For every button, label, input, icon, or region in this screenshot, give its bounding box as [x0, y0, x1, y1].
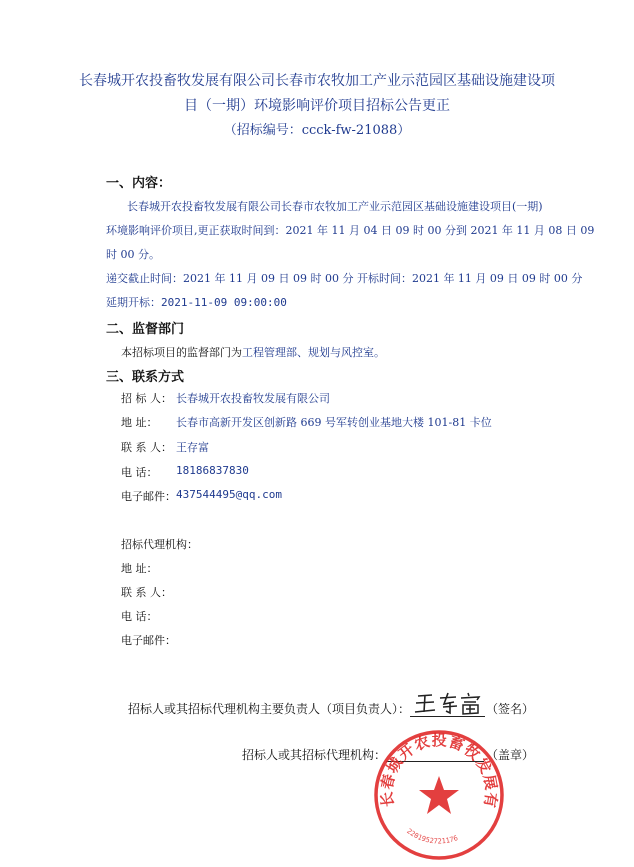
signatory-label: 招标人或其招标代理机构主要负责人（项目负责人）： — [128, 702, 411, 716]
postpone-line — [106, 294, 287, 310]
section-contact-heading: 三、联系方式 — [106, 370, 185, 385]
document-title-line2: 目（一期）环境影响评价项目招标公告更正 — [184, 98, 450, 114]
contact-label: 联 系 人： — [121, 441, 172, 454]
postpone-value: 2021-11-09 09:00:00 — [161, 296, 287, 309]
supervision-departments: 工程管理部、规划与风控室。 — [242, 346, 385, 359]
seal-suffix: （盖章） — [486, 748, 535, 762]
address-label: 地 址： — [121, 416, 158, 429]
tenderer-value: 长春城开农投畜牧发展有限公司 — [176, 392, 330, 405]
content-paragraph-line1: 长春城开农投畜牧发展有限公司长春市农牧加工产业示范园区基础设施建设项目(一期) — [127, 200, 543, 213]
handwritten-signature — [410, 690, 485, 717]
supervision-prefix: 本招标项目的监督部门为 — [121, 346, 242, 359]
tender-number: （招标编号：ccck-fw-21088） — [223, 123, 411, 138]
svg-text:2201952721176: 2201952721176 — [405, 827, 460, 846]
section-supervision-heading: 二、监督部门 — [106, 322, 185, 337]
section-content-heading: 一、内容： — [106, 176, 172, 191]
content-paragraph-line2: 环境影响评价项目,更正获取时间到：2021 年 11 月 04 日 09 时 00 分到 2021 年 11 月 08 日 09 — [106, 224, 595, 237]
agency-contact-label: 联 系 人： — [121, 586, 172, 599]
phone-label: 电 话： — [121, 466, 158, 479]
tenderer-label: 招 标 人： — [121, 392, 172, 405]
agency-address-label: 地 址： — [121, 562, 158, 575]
signature-suffix: （签名） — [486, 702, 535, 716]
email-value: 437544495@qq.com — [176, 488, 282, 501]
contact-value: 王存富 — [176, 441, 209, 454]
phone-value: 18186837830 — [176, 464, 249, 477]
org-seal-label: 招标人或其招标代理机构： — [242, 748, 387, 762]
company-seal-stamp — [372, 728, 506, 862]
email-label: 电子邮件： — [121, 490, 176, 503]
agency-org-label: 招标代理机构： — [121, 538, 198, 551]
supervision-text — [121, 344, 385, 360]
deadline-line: 递交截止时间：2021 年 11 月 09 日 09 时 00 分 开标时间：2021 年 11 月 09 日 09 时 00 分 — [106, 272, 583, 285]
svg-text:长春城开农投畜牧发展有限公司: 长春城开农投畜牧发展有 — [377, 731, 501, 810]
document-title-line1: 长春城开农投畜牧发展有限公司长春市农牧加工产业示范园区基础设施建设项 — [79, 73, 555, 89]
agency-email-label: 电子邮件： — [121, 634, 176, 647]
agency-phone-label: 电 话： — [121, 610, 158, 623]
content-paragraph-line3: 时 00 分。 — [106, 248, 160, 261]
address-value: 长春市高新开发区创新路 669 号军转创业基地大楼 101-81 卡位 — [176, 416, 492, 429]
postpone-label: 延期开标： — [106, 296, 161, 309]
